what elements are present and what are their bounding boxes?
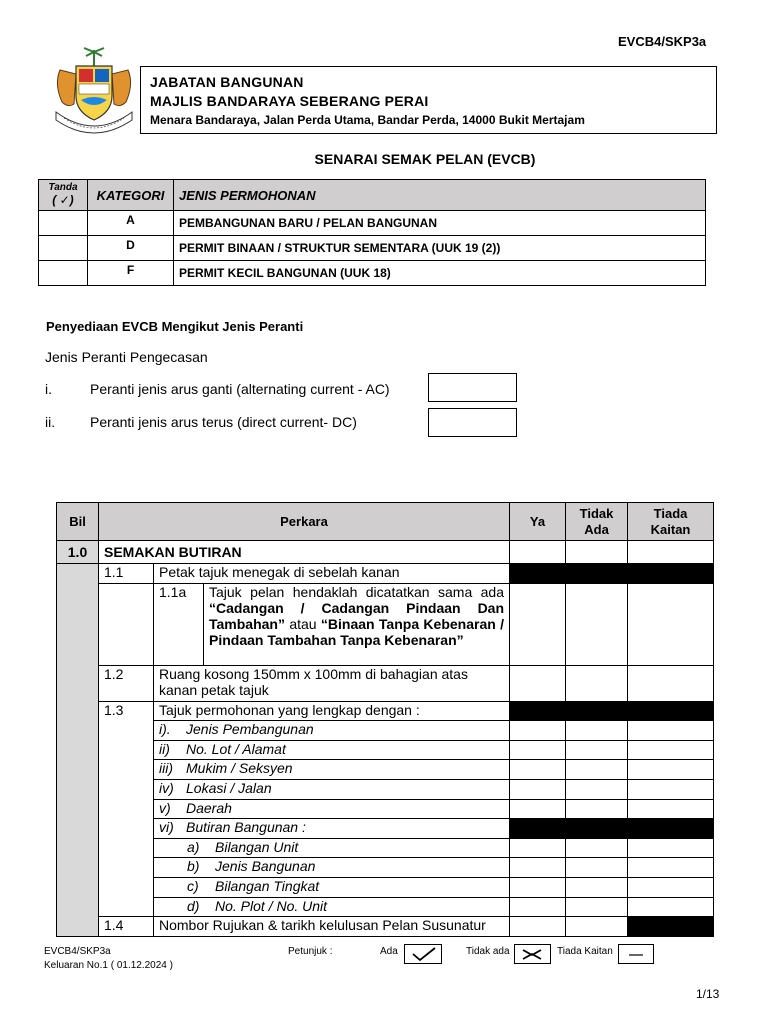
table-row [57, 819, 714, 839]
item-number: 1.2 [99, 665, 154, 701]
tiada-kaitan-cell[interactable] [628, 665, 714, 701]
category-description: PERMIT KECIL BANGUNAN (UUK 18) [174, 261, 706, 286]
blacked-out-cell [566, 564, 628, 584]
table-row [57, 779, 714, 799]
sub-item-number: iii) [159, 760, 173, 777]
section-number: 1.0 [57, 541, 99, 564]
tiada-kaitan-cell[interactable] [628, 760, 714, 780]
sub-item-label: Daerah [186, 799, 232, 816]
tiada-kaitan-cell[interactable] [628, 740, 714, 760]
tidak-ada-cell[interactable] [566, 897, 628, 917]
sub-item [154, 760, 510, 780]
checklist-table [56, 502, 714, 937]
item-text [154, 665, 510, 701]
table-row [57, 799, 714, 819]
sub-item-number: iv) [159, 779, 174, 796]
tidak-ada-cell[interactable] [566, 740, 628, 760]
tiada-kaitan-cell[interactable] [628, 799, 714, 819]
table-row [57, 740, 714, 760]
table-row [57, 701, 714, 721]
category-table-header [39, 180, 706, 211]
table-row [57, 917, 714, 937]
blacked-out-cell [628, 701, 714, 721]
section-name: SEMAKAN BUTIRAN [99, 541, 510, 564]
tidak-ada-cell[interactable] [566, 760, 628, 780]
tiada-kaitan-cell[interactable] [628, 838, 714, 858]
sub-item-label: No. Lot / Alamat [186, 740, 286, 757]
cross-icon [514, 944, 551, 964]
category-row [39, 261, 706, 286]
ya-cell[interactable] [510, 917, 566, 937]
legend-tidak-ada-label: Tidak ada [466, 946, 510, 957]
category-description: PEMBANGUNAN BARU / PELAN BANGUNAN [174, 211, 706, 236]
footer-doc-code: EVCB4/SKP3a [44, 946, 111, 957]
item-text: Petak tajuk menegak di sebelah kanan [154, 564, 510, 584]
sub-item-label: Lokasi / Jalan [186, 779, 272, 796]
tidak-ada-cell[interactable] [566, 665, 628, 701]
jenis-header: JENIS PERMOHONAN [174, 180, 706, 211]
council-address: Menara Bandaraya, Jalan Perda Utama, Bandar Perda, 14000 Bukit Mertajam [150, 113, 585, 127]
table-row [57, 838, 714, 858]
tanda-header [39, 180, 88, 211]
tiada-kaitan-cell[interactable] [628, 877, 714, 897]
legend-title: Petunjuk : [288, 946, 333, 957]
table-row [57, 665, 714, 701]
category-row [39, 211, 706, 236]
item-number: 1.4 [99, 917, 154, 937]
option-label-ac: Peranti jenis arus ganti (alternating current - AC) [90, 381, 390, 397]
ya-cell[interactable] [510, 665, 566, 701]
category-row [39, 236, 706, 261]
sub-sub-item-letter: c) [187, 877, 199, 894]
sub-sub-item [154, 838, 510, 858]
option-number: i. [45, 381, 52, 397]
tanda-check-mark: ( ✓) [52, 193, 74, 207]
item-text [204, 583, 510, 665]
legend-tiada-kaitan-label: Tiada Kaitan [557, 946, 613, 957]
tidak-ada-cell[interactable] [566, 541, 628, 564]
item-number: 1.3 [99, 701, 154, 917]
sub-sub-item-label: Bilangan Unit [215, 838, 299, 855]
dc-checkbox[interactable] [428, 408, 517, 437]
ya-cell[interactable] [510, 897, 566, 917]
checklist-header-row [57, 503, 714, 541]
ya-cell[interactable] [510, 858, 566, 878]
sub-item-number: i). [159, 721, 171, 738]
header-box [140, 66, 717, 134]
sub-item-number: ii) [159, 740, 170, 757]
tiada-kaitan-cell[interactable] [628, 541, 714, 564]
table-row [57, 721, 714, 741]
tanda-checkbox-cell[interactable] [39, 211, 88, 236]
blacked-out-cell [628, 819, 714, 839]
ya-cell[interactable] [510, 838, 566, 858]
tiada-kaitan-cell[interactable] [628, 721, 714, 741]
tiada-kaitan-cell[interactable] [628, 858, 714, 878]
table-row [57, 564, 714, 584]
blacked-out-cell [628, 917, 714, 937]
tanda-checkbox-cell[interactable] [39, 261, 88, 286]
category-table [38, 179, 706, 286]
sub-sub-item-letter: d) [187, 897, 200, 914]
table-row [57, 583, 714, 665]
item-number: 1.1 [99, 564, 154, 584]
sub-item [154, 740, 510, 760]
blacked-out-cell [510, 564, 566, 584]
tidak-ada-cell[interactable] [566, 583, 628, 665]
tidak-ada-cell[interactable] [566, 877, 628, 897]
sub-sub-item [154, 897, 510, 917]
ya-cell[interactable] [510, 779, 566, 799]
blacked-out-cell [510, 701, 566, 721]
ya-cell[interactable] [510, 799, 566, 819]
sub-item-label: Jenis Pembangunan [186, 721, 314, 738]
check-mark-icon [404, 944, 442, 964]
sub-item-number: v) [159, 799, 171, 816]
sub-sub-item-letter: b) [187, 858, 200, 875]
page-title: SENARAI SEMAK PELAN (EVCB) [314, 151, 536, 167]
tiada-kaitan-cell[interactable] [628, 583, 714, 665]
sub-sub-item-label: No. Plot / No. Unit [215, 897, 328, 914]
category-description: PERMIT BINAAN / STRUKTUR SEMENTARA (UUK 19 (2)) [174, 236, 706, 261]
dash-icon [618, 944, 654, 964]
table-row [57, 897, 714, 917]
bil-header: Bil [57, 503, 99, 541]
option-label-dc: Peranti jenis arus terus (direct current- DC) [90, 414, 357, 430]
device-section-title: Penyediaan EVCB Mengikut Jenis Peranti [46, 319, 304, 334]
legend-ada-label: Ada [380, 946, 398, 957]
sub-sub-item-label: Bilangan Tingkat [215, 877, 320, 894]
empty-cell [99, 583, 154, 665]
mbsp-crest-logo [46, 44, 142, 140]
sub-item [154, 819, 510, 839]
page-number: 1/13 [696, 987, 720, 1001]
sub-sub-item [154, 877, 510, 897]
sub-item [154, 779, 510, 799]
sub-item [154, 799, 510, 819]
tidak-ada-cell[interactable] [566, 779, 628, 799]
category-code: D [88, 236, 174, 261]
tidak-ada-cell[interactable] [566, 838, 628, 858]
tiada-kaitan-cell[interactable] [628, 779, 714, 799]
section-row [57, 541, 714, 564]
category-code: F [88, 261, 174, 286]
item-text-bold: “Binaan Tanpa Kebenaran / Pindaan Tambahan Tanpa Kebenaran” [209, 615, 505, 648]
ya-cell[interactable] [510, 583, 566, 665]
ya-cell[interactable] [510, 721, 566, 741]
tidak-ada-header: Tidak Ada [566, 503, 628, 541]
tidak-ada-cell[interactable] [566, 917, 628, 937]
footer-issue: Keluaran No.1 ( 01.12.2024 ) [44, 960, 173, 971]
ya-cell[interactable] [510, 760, 566, 780]
sub-item [154, 721, 510, 741]
sub-sub-item-letter: a) [187, 838, 200, 855]
tiada-kaitan-cell[interactable] [628, 897, 714, 917]
ya-cell[interactable] [510, 541, 566, 564]
tiada-kaitan-header: Tiada Kaitan [628, 503, 714, 541]
item-text-bold: “Cadangan / Cadangan Pindaan Dan Tambahan” [209, 599, 505, 632]
blacked-out-cell [510, 819, 566, 839]
ya-header: Ya [510, 503, 566, 541]
item-text: Tajuk permohonan yang lengkap dengan : [154, 701, 510, 721]
item-text-content: Ruang kosong 150mm x 100mm di bahagian atas kanan petak tajuk [159, 665, 468, 698]
tidak-ada-cell[interactable] [566, 858, 628, 878]
tanda-label: Tanda [48, 182, 78, 193]
tidak-ada-cell[interactable] [566, 799, 628, 819]
bil-gray-column [57, 564, 99, 937]
table-row [57, 858, 714, 878]
sub-sub-item-label: Jenis Bangunan [215, 858, 316, 875]
item-text: Nombor Rujukan & tarikh kelulusan Pelan Susunatur [154, 917, 510, 937]
blacked-out-cell [566, 701, 628, 721]
sub-sub-item [154, 858, 510, 878]
table-row [57, 760, 714, 780]
item-text-part: atau [284, 615, 321, 632]
tanda-checkbox-cell[interactable] [39, 236, 88, 261]
blacked-out-cell [628, 564, 714, 584]
sub-item-label: Mukim / Seksyen [186, 760, 293, 777]
kategori-header: KATEGORI [88, 180, 174, 211]
item-text-part: Tajuk pelan hendaklah dicatatkan sama ada [209, 583, 505, 600]
device-section-subtitle: Jenis Peranti Pengecasan [45, 349, 208, 365]
perkara-header: Perkara [99, 503, 510, 541]
council-name: MAJLIS BANDARAYA SEBERANG PERAI [150, 93, 429, 109]
table-row [57, 877, 714, 897]
ac-checkbox[interactable] [428, 373, 517, 402]
sub-item-label: Butiran Bangunan : [186, 819, 306, 836]
document-code: EVCB4/SKP3a [618, 34, 707, 49]
department-name: JABATAN BANGUNAN [150, 74, 304, 90]
ya-cell[interactable] [510, 740, 566, 760]
item-number: 1.1a [154, 583, 204, 665]
tidak-ada-cell[interactable] [566, 721, 628, 741]
blacked-out-cell [566, 819, 628, 839]
ya-cell[interactable] [510, 877, 566, 897]
category-code: A [88, 211, 174, 236]
sub-item-number: vi) [159, 819, 174, 836]
option-number: ii. [45, 414, 56, 430]
